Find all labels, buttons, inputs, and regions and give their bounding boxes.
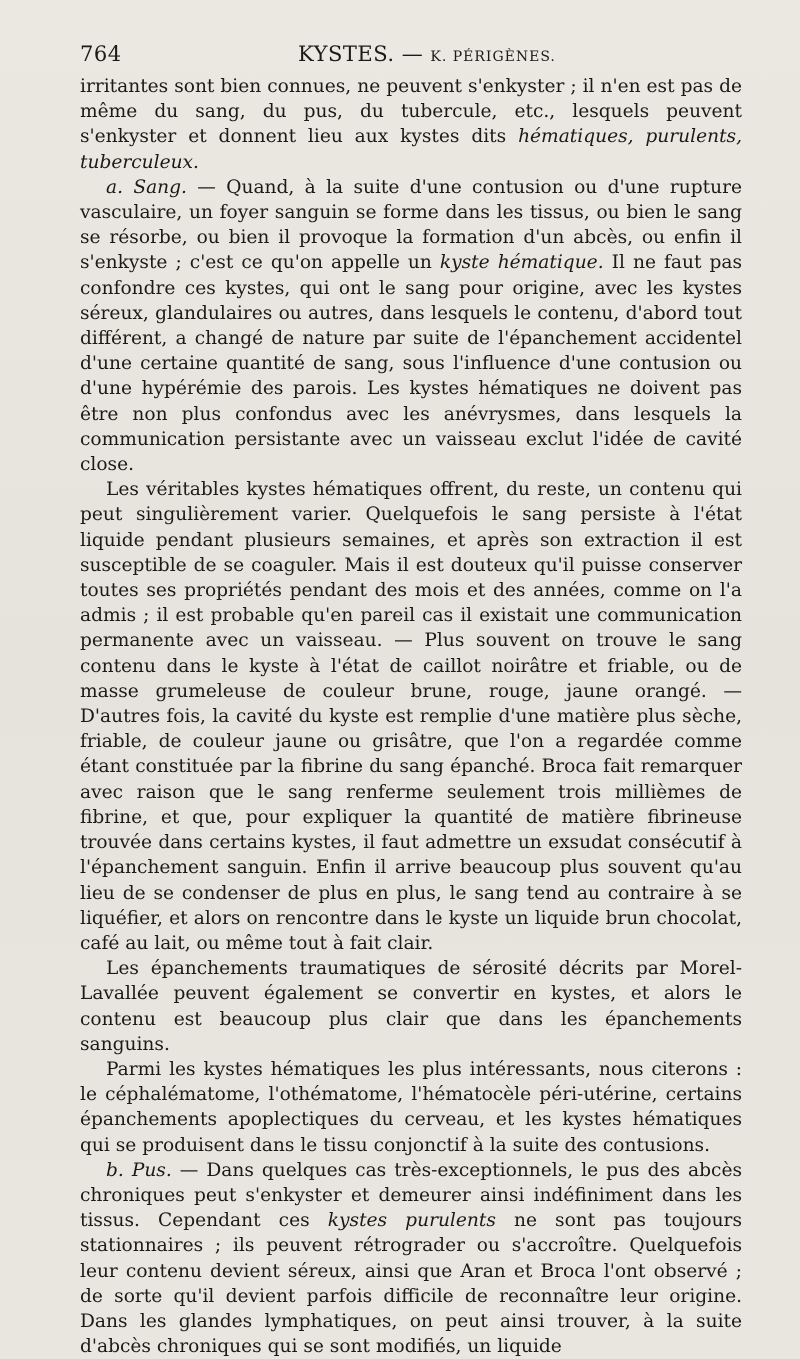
italic-run: hématiques, purulents, tuberculeux.	[80, 126, 742, 173]
paragraph-parmi-les-kystes	[80, 1057, 742, 1158]
italic-run: b. Pus.	[106, 1159, 172, 1181]
page-number: 764	[80, 42, 122, 66]
text-run: Il ne faut pas confondre ces kystes, qui ont le sang pour origine, avec les kystes séreux, glandulaires ou autres, dans lesquels le contenu, d'abord tout différent, a changé de nature par suite de l'épanchement accidentel d'une certaine quantité de sang, sous l'influence d'une contusion ou d'une hypérémie des parois. Les kystes hématiques ne doivent pas être non plus confondus avec les anévrysmes, dans lesquels la communication persistante avec un vaisseau exclut l'idée de cavité close.	[80, 252, 743, 476]
italic-run: kyste hématique.	[439, 252, 604, 274]
paragraph-epanchements	[80, 956, 742, 1057]
running-head	[80, 36, 742, 70]
text-run: ne sont pas toujours stationnaires ; ils peuvent rétrograder ou s'accroître. Quelquefois leur contenu devient séreux, ainsi que Aran et Broca l'ont observé ; de sorte qu'il devient parfois difficile de reconnaître leur origine. Dans les glandes lymphatiques, on peut ainsi trouver, à la suite d'abcès chroniques qui se sont modifiés, un liquide	[80, 1210, 742, 1358]
text-run: Parmi les kystes hématiques les plus intéressants, nous citerons : le céphalématome, l'othématome, l'hématocèle péri-utérine, certains épanchements apoplectiques du cerveau, et les kystes hématiques qui se produisent dans le tissu conjonctif à la suite des contusions.	[80, 1058, 742, 1156]
running-title-main: KYSTES. —	[298, 42, 424, 66]
text-run: Les épanchements traumatiques de sérosité décrits par Morel-Lavallée peuvent également se convertir en kystes, et alors le contenu est beaucoup plus clair que dans les épanchements sanguins.	[80, 958, 742, 1055]
paragraph-continuation	[80, 74, 742, 175]
running-title	[298, 42, 556, 66]
paragraph-sang	[80, 175, 742, 477]
paragraph-pus	[80, 1158, 742, 1359]
paragraph-veritables-kystes	[80, 477, 742, 956]
text-run: Les véritables kystes hématiques offrent, du reste, un contenu qui peut singulièrement varier. Quelquefois le sang persiste à l'état liquide pendant plusieurs semaines, et après son extraction il est susceptible de se coaguler. Mais il est douteux qu'il puisse conserver toutes ses propriétés pendant des mois et des années, comme on l'a admis ; il est probable qu'en pareil cas il existait une communication permanente avec un vaisseau. — Plus souvent on trouve le sang contenu dans le kyste à l'état de caillot noirâtre et friable, ou de masse grumeleuse de couleur brune, rouge, jaune orangé. — D'autres fois, la cavité du kyste est remplie d'une matière plus sèche, friable, de couleur jaune ou grisâtre, que l'on a regardée comme étant constituée par la fibrine du sang épanché. Broca fait remarquer avec raison que le sang renferme seulement trois millièmes de fibrine, et que, pour expliquer la quantité de matière fibrineuse trouvée dans certains kystes, il faut admettre un exsudat consécutif à l'épanchement sanguin. Enfin il arrive beaucoup plus souvent qu'au lieu de se condenser de plus en plus, le sang tend au contraire à se liquéfier, et alors on rencontre dans le kyste un liquide brun chocolat, café au lait, ou même tout à fait clair.	[80, 479, 742, 954]
running-title-sub: K. PÉRIGÈNES.	[430, 49, 556, 65]
text-run: irritantes sont bien connues, ne peuvent s'enkyster ; il n'en est pas de même du sang, du pus, du tubercule, etc., lesquels peuvent s'enkyster et donnent lieu aux kystes dits	[80, 76, 742, 148]
italic-run: a. Sang.	[106, 176, 187, 198]
body-text	[80, 74, 742, 1359]
text-run: — Quand, à la suite d'une contusion ou d'une rupture vasculaire, un foyer sanguin se forme dans les tissus, ou bien le sang se résorbe, ou bien il provoque la formation d'un abcès, ou enfin il s'enkyste ; c'est ce qu'on appelle un	[80, 176, 742, 274]
italic-run: kystes purulents	[327, 1210, 496, 1232]
text-run: — Dans quelques cas très-exceptionnels, le pus des abcès chroniques peut s'enkyster et demeurer ainsi indéfiniment dans les tissus. Cependant ces	[80, 1159, 742, 1232]
